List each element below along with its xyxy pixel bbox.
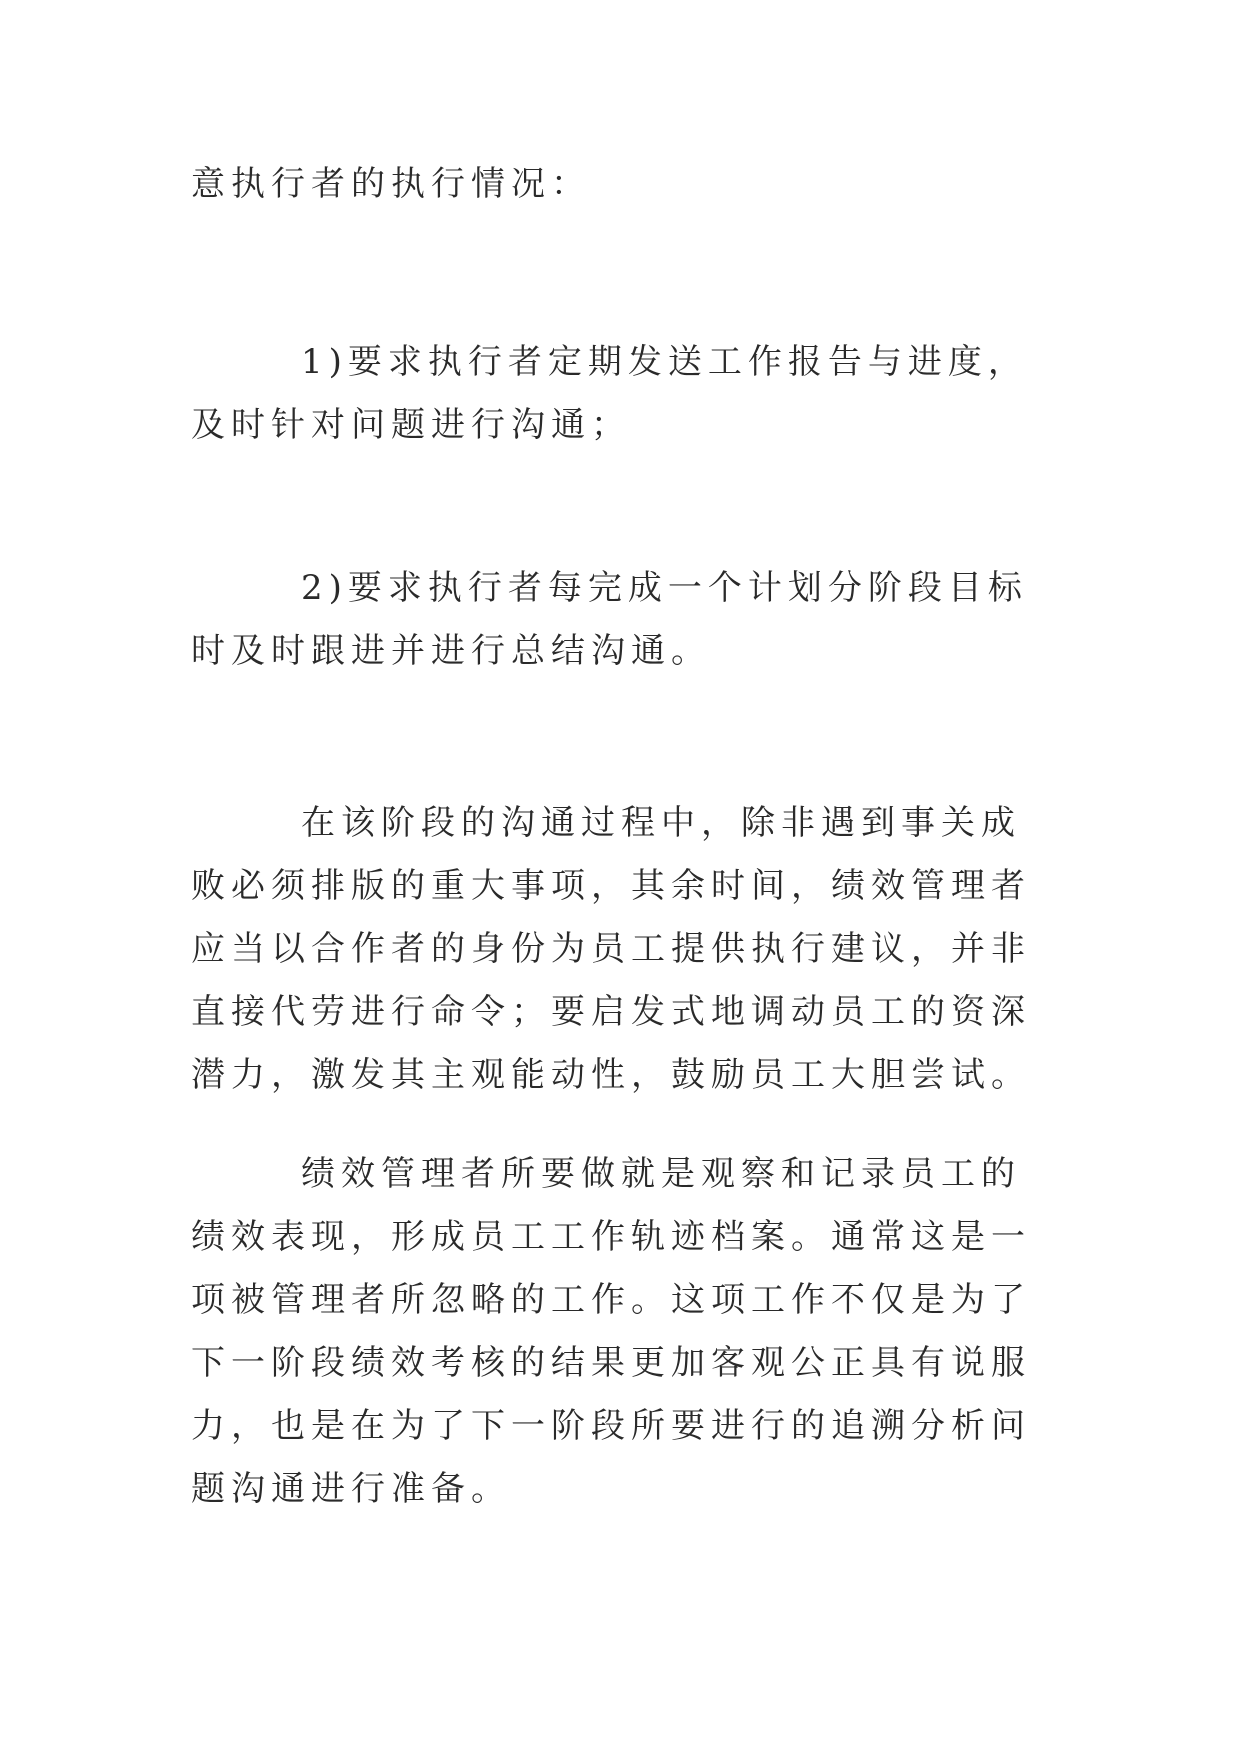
paragraph-communication: 在该阶段的沟通过程中，除非遇到事关成败必须排版的重大事项，其余时间，绩效管理者应当以合作者的身份为员工提供执行建议，并非直接代劳进行命令；要启发式地调动员工的资深潜力，激发其主观能动性，鼓励员工大胆尝试。 [191, 803, 1031, 1095]
paragraph-recording: 绩效管理者所要做就是观察和记录员工的绩效表现，形成员工工作轨迹档案。通常这是一项被管理者所忽略的工作。这项工作不仅是为了下一阶段绩效考核的结果更加客观公正具有说服力，也是在为了下一阶段所要进行的追溯分析问题沟通进行准备。 [191, 1154, 1031, 1509]
paragraph-item-1: 1)要求执行者定期发送工作报告与进度，及时针对问题进行沟通； [191, 342, 1028, 445]
paragraph-item-2: 2)要求执行者每完成一个计划分阶段目标时及时跟进并进行总结沟通。 [191, 568, 1028, 671]
paragraph-continuation: 意执行者的执行情况： [191, 164, 591, 204]
